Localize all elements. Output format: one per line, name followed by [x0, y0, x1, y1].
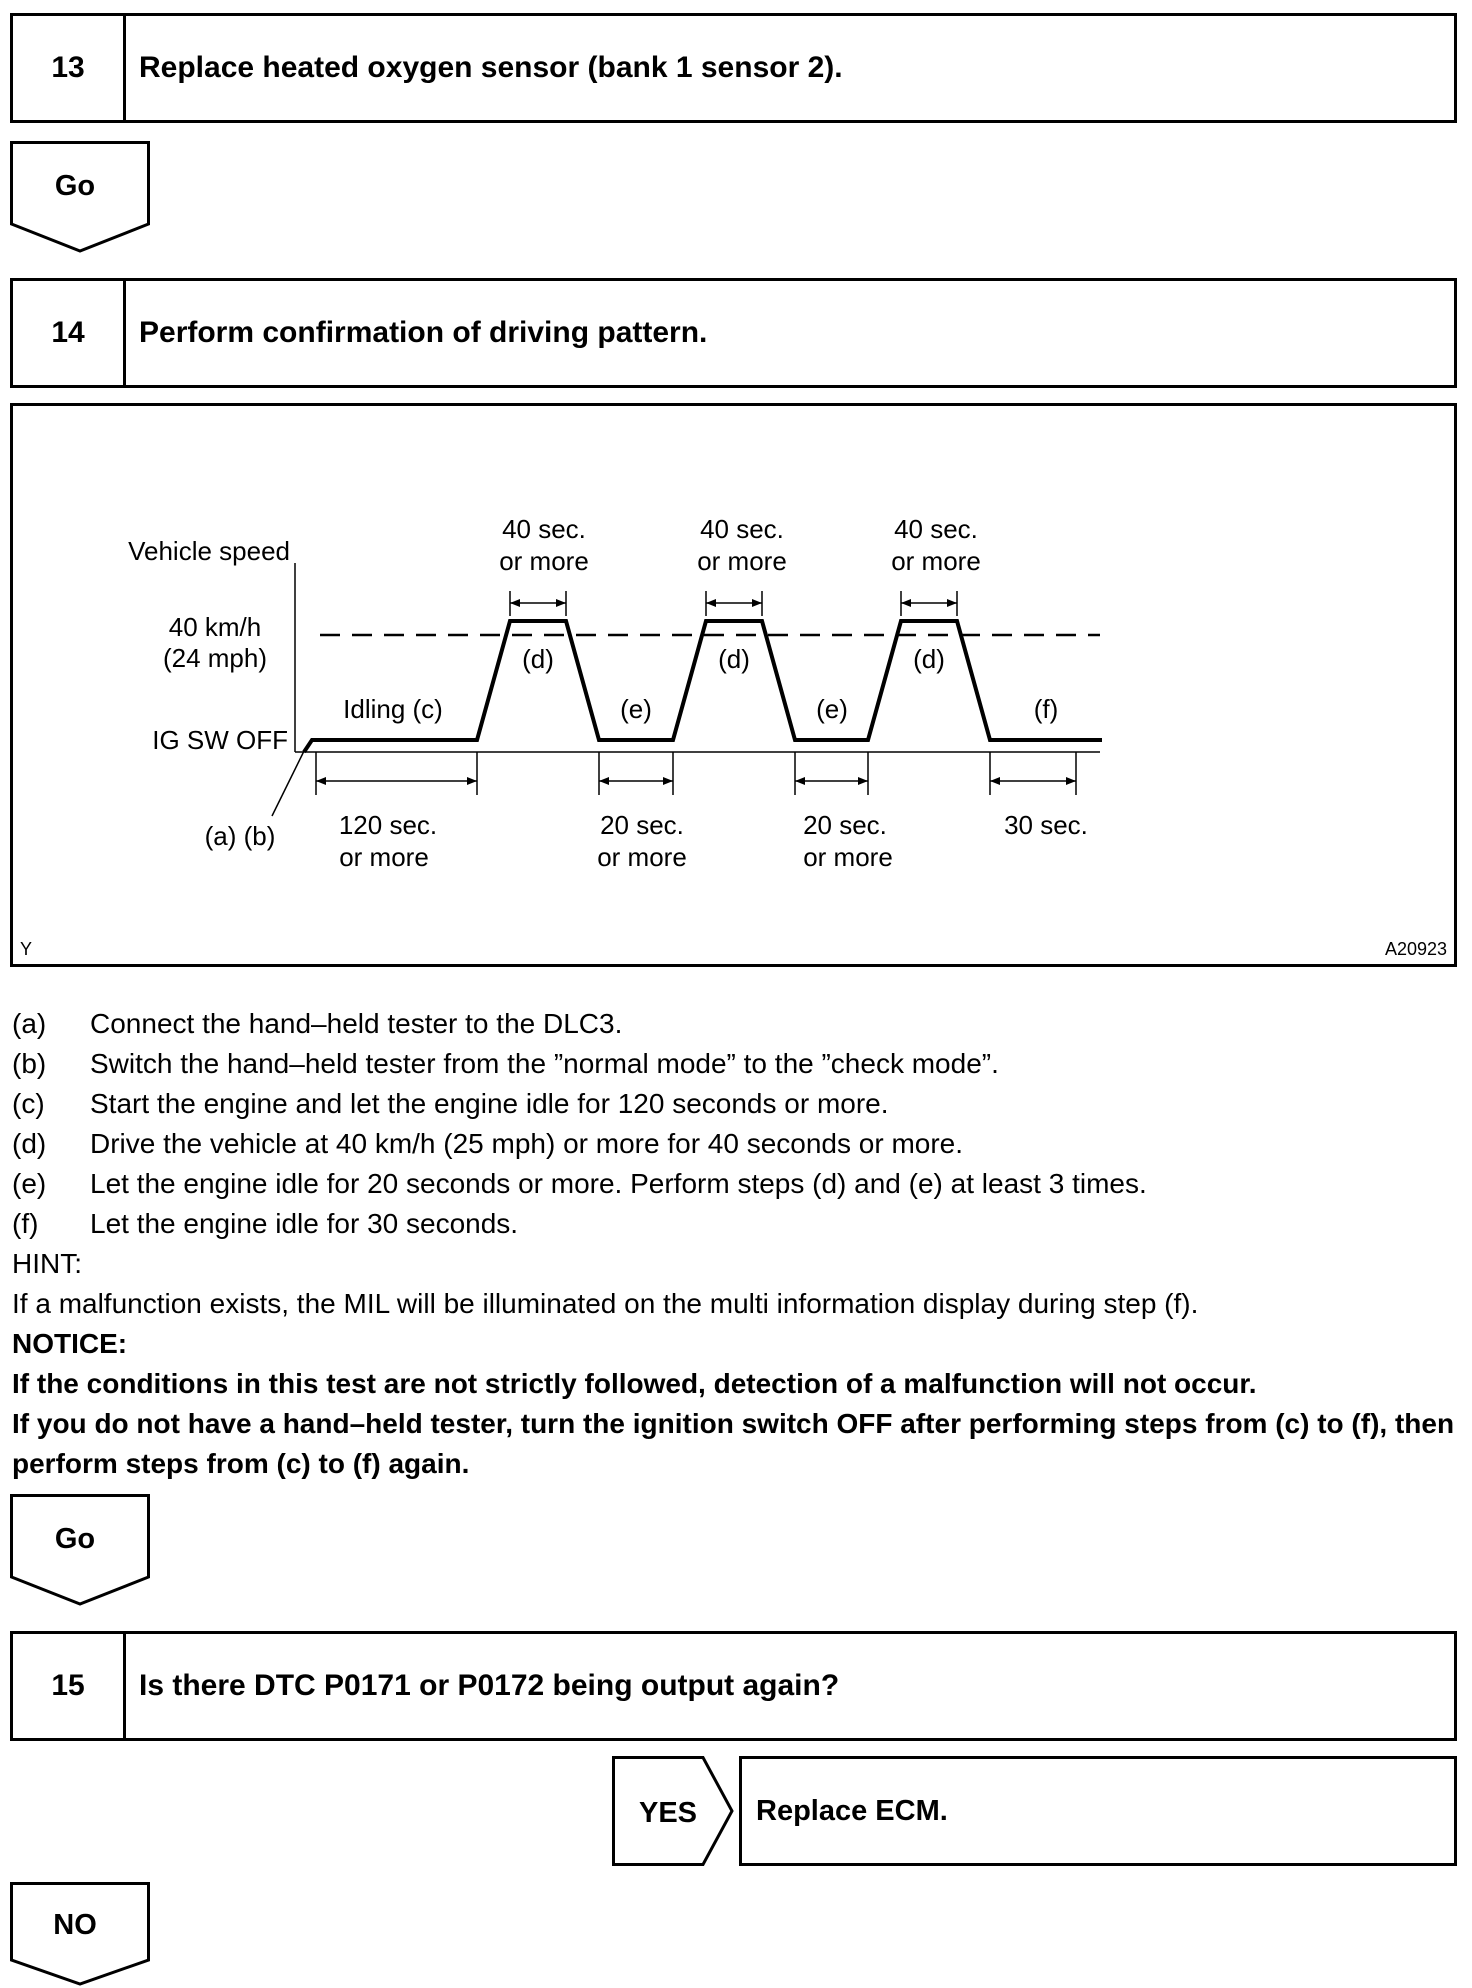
e-label-1: (e) [620, 694, 652, 724]
notice-heading: NOTICE: [12, 1328, 128, 1359]
idle30-label: 30 sec. [1004, 810, 1088, 840]
d-duration-3-line1: 40 sec. [894, 514, 978, 544]
instruction-letter: (f) [12, 1208, 39, 1239]
step-14-title: Perform confirmation of driving pattern. [139, 316, 708, 349]
d-duration-2-line2: or more [697, 546, 787, 576]
ab-label: (a) (b) [204, 821, 276, 851]
no-arrow [10, 1882, 150, 1986]
go-arrow-1 [10, 141, 150, 253]
idling-label: Idling (c) [343, 694, 443, 724]
go-label-2: Go [54, 1523, 96, 1555]
yes-result-box [739, 1756, 1457, 1866]
instruction-list [12, 1004, 1462, 1244]
d-label-3: (d) [913, 644, 945, 674]
instruction-e [12, 1164, 1462, 1204]
yes-result-text: Replace ECM. [756, 1794, 948, 1827]
notice-line-2: If you do not have a hand–held tester, turn the ignition switch OFF after performing steps from (c) to (f), then perform steps from (c) to (f) again. [12, 1408, 1455, 1479]
instruction-text: Switch the hand–held tester from the ”normal mode” to the ”check mode”. [90, 1048, 999, 1079]
instruction-letter: (d) [12, 1128, 47, 1159]
y-axis-label: Vehicle speed [128, 536, 290, 566]
go-arrow-2 [10, 1494, 150, 1606]
corner-left-mark: Y [20, 939, 33, 959]
idle20-2-line2: or more [803, 842, 893, 872]
e-label-2: (e) [816, 694, 848, 724]
step-13-number: 13 [13, 16, 126, 120]
idle20-2-line1: 20 sec. [803, 810, 887, 840]
no-label: NO [53, 1909, 97, 1941]
notice-line-1: If the conditions in this test are not strictly followed, detection of a malfunction will not occur. [12, 1368, 1257, 1399]
d-duration-1-line2: or more [499, 546, 589, 576]
step-15-title: Is there DTC P0171 or P0172 being output again? [139, 1669, 840, 1702]
instruction-letter: (b) [12, 1048, 47, 1079]
instruction-text: Let the engine idle for 30 seconds. [90, 1208, 519, 1239]
d-duration-1-line1: 40 sec. [502, 514, 586, 544]
figure-code: A20923 [1384, 939, 1447, 959]
instruction-f [12, 1204, 1462, 1244]
instruction-text: Drive the vehicle at 40 km/h (25 mph) or more for 40 seconds or more. [90, 1128, 964, 1159]
yes-label: YES [638, 1797, 698, 1829]
instruction-c [12, 1084, 1462, 1124]
instruction-a [12, 1004, 1462, 1044]
step-14-box [10, 278, 1457, 388]
instruction-text: Start the engine and let the engine idle for 120 seconds or more. [90, 1088, 889, 1119]
yes-arrow [612, 1756, 734, 1868]
d-duration-2-line1: 40 sec. [700, 514, 784, 544]
idle120-line1: 120 sec. [338, 810, 438, 840]
hint-heading: HINT: [12, 1248, 82, 1279]
ig-sw-off-label: IG SW OFF [152, 725, 288, 755]
step-13-box [10, 13, 1457, 123]
d-duration-3-line2: or more [891, 546, 981, 576]
speed-label-mph: (24 mph) [162, 643, 268, 673]
instruction-letter: (e) [12, 1168, 47, 1199]
driving-pattern-diagram [10, 403, 1457, 967]
instruction-b [12, 1044, 1462, 1084]
step-13-title: Replace heated oxygen sensor (bank 1 sensor 2). [139, 51, 843, 84]
instruction-letter: (a) [12, 1008, 47, 1039]
instruction-d [12, 1124, 1462, 1164]
hint-text: If a malfunction exists, the MIL will be illuminated on the multi information display during step (f). [12, 1288, 1199, 1319]
step-14-number: 14 [13, 281, 126, 385]
idle20-1-line2: or more [597, 842, 687, 872]
d-label-1: (d) [522, 644, 554, 674]
go-label-1: Go [54, 170, 96, 202]
instruction-letter: (c) [12, 1088, 45, 1119]
step-15-number: 15 [13, 1634, 126, 1738]
step-15-box [10, 1631, 1457, 1741]
speed-label-kmh: 40 km/h [168, 612, 262, 642]
d-label-2: (d) [718, 644, 750, 674]
f-label: (f) [1033, 694, 1059, 724]
instruction-text: Connect the hand–held tester to the DLC3. [90, 1008, 623, 1039]
instruction-text: Let the engine idle for 20 seconds or more. Perform steps (d) and (e) at least 3 times. [90, 1168, 1147, 1199]
idle120-line2: or more [339, 842, 429, 872]
idle20-1-line1: 20 sec. [600, 810, 684, 840]
